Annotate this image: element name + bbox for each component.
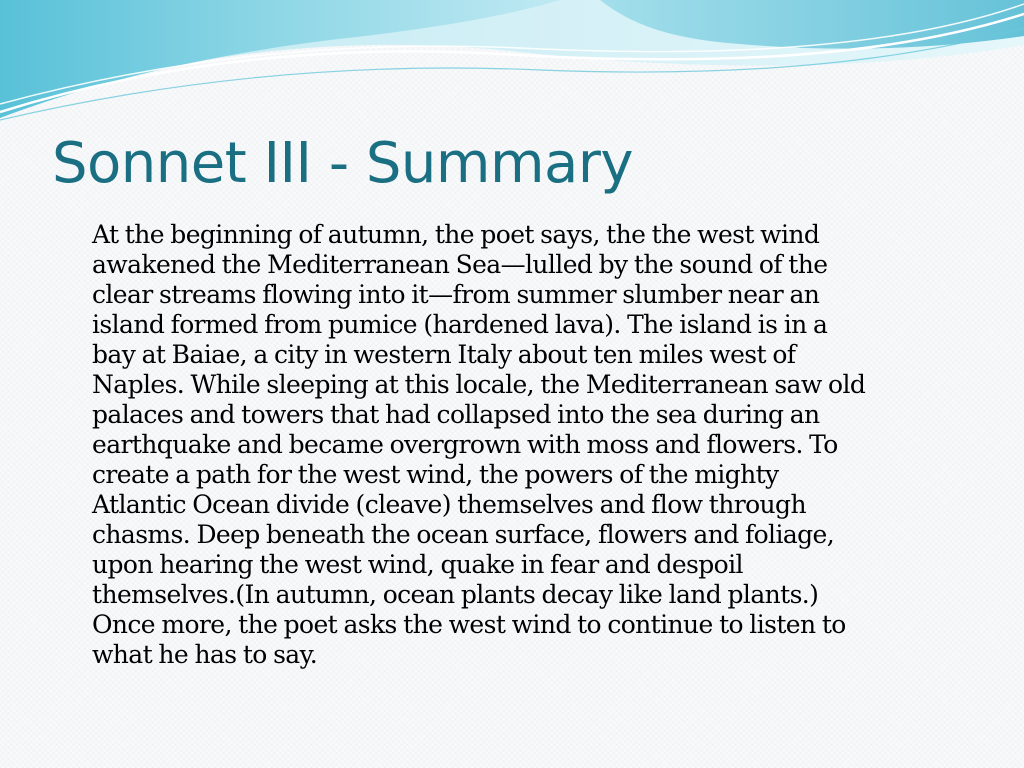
- wave-main: [0, 0, 560, 118]
- body-line: upon hearing the west wind, quake in fear and despoil: [92, 550, 743, 579]
- body-line: chasms. Deep beneath the ocean surface, flowers and foliage,: [92, 520, 835, 549]
- body-line: what he has to say.: [92, 640, 318, 669]
- body-line: bay at Baiae, a city in western Italy about ten miles west of: [92, 340, 796, 369]
- body-line: Naples. While sleeping at this locale, the Mediterranean saw old: [92, 370, 866, 399]
- body-line: awakened the Mediterranean Sea—lulled by the sound of the: [92, 250, 828, 279]
- body-line: palaces and towers that had collapsed into the sea during an: [92, 400, 820, 429]
- summary-body: [92, 220, 954, 670]
- body-line: At the beginning of autumn, the poet says, the the west wind: [92, 220, 820, 249]
- body-line: Atlantic Ocean divide (cleave) themselves and flow through: [92, 490, 806, 519]
- body-line: themselves.(In autumn, ocean plants decay like land plants.): [92, 580, 819, 609]
- body-line: earthquake and became overgrown with moss and flowers. To: [92, 430, 838, 459]
- body-line: island formed from pumice (hardened lava). The island is in a: [92, 310, 828, 339]
- body-line: clear streams flowing into it—from summer slumber near an: [92, 280, 820, 309]
- body-line: create a path for the west wind, the powers of the mighty: [92, 460, 779, 489]
- slide-title: Sonnet III - Summary: [52, 131, 633, 196]
- body-line: Once more, the poet asks the west wind to continue to listen to: [92, 610, 846, 639]
- decorative-wave-header: [0, 0, 1024, 130]
